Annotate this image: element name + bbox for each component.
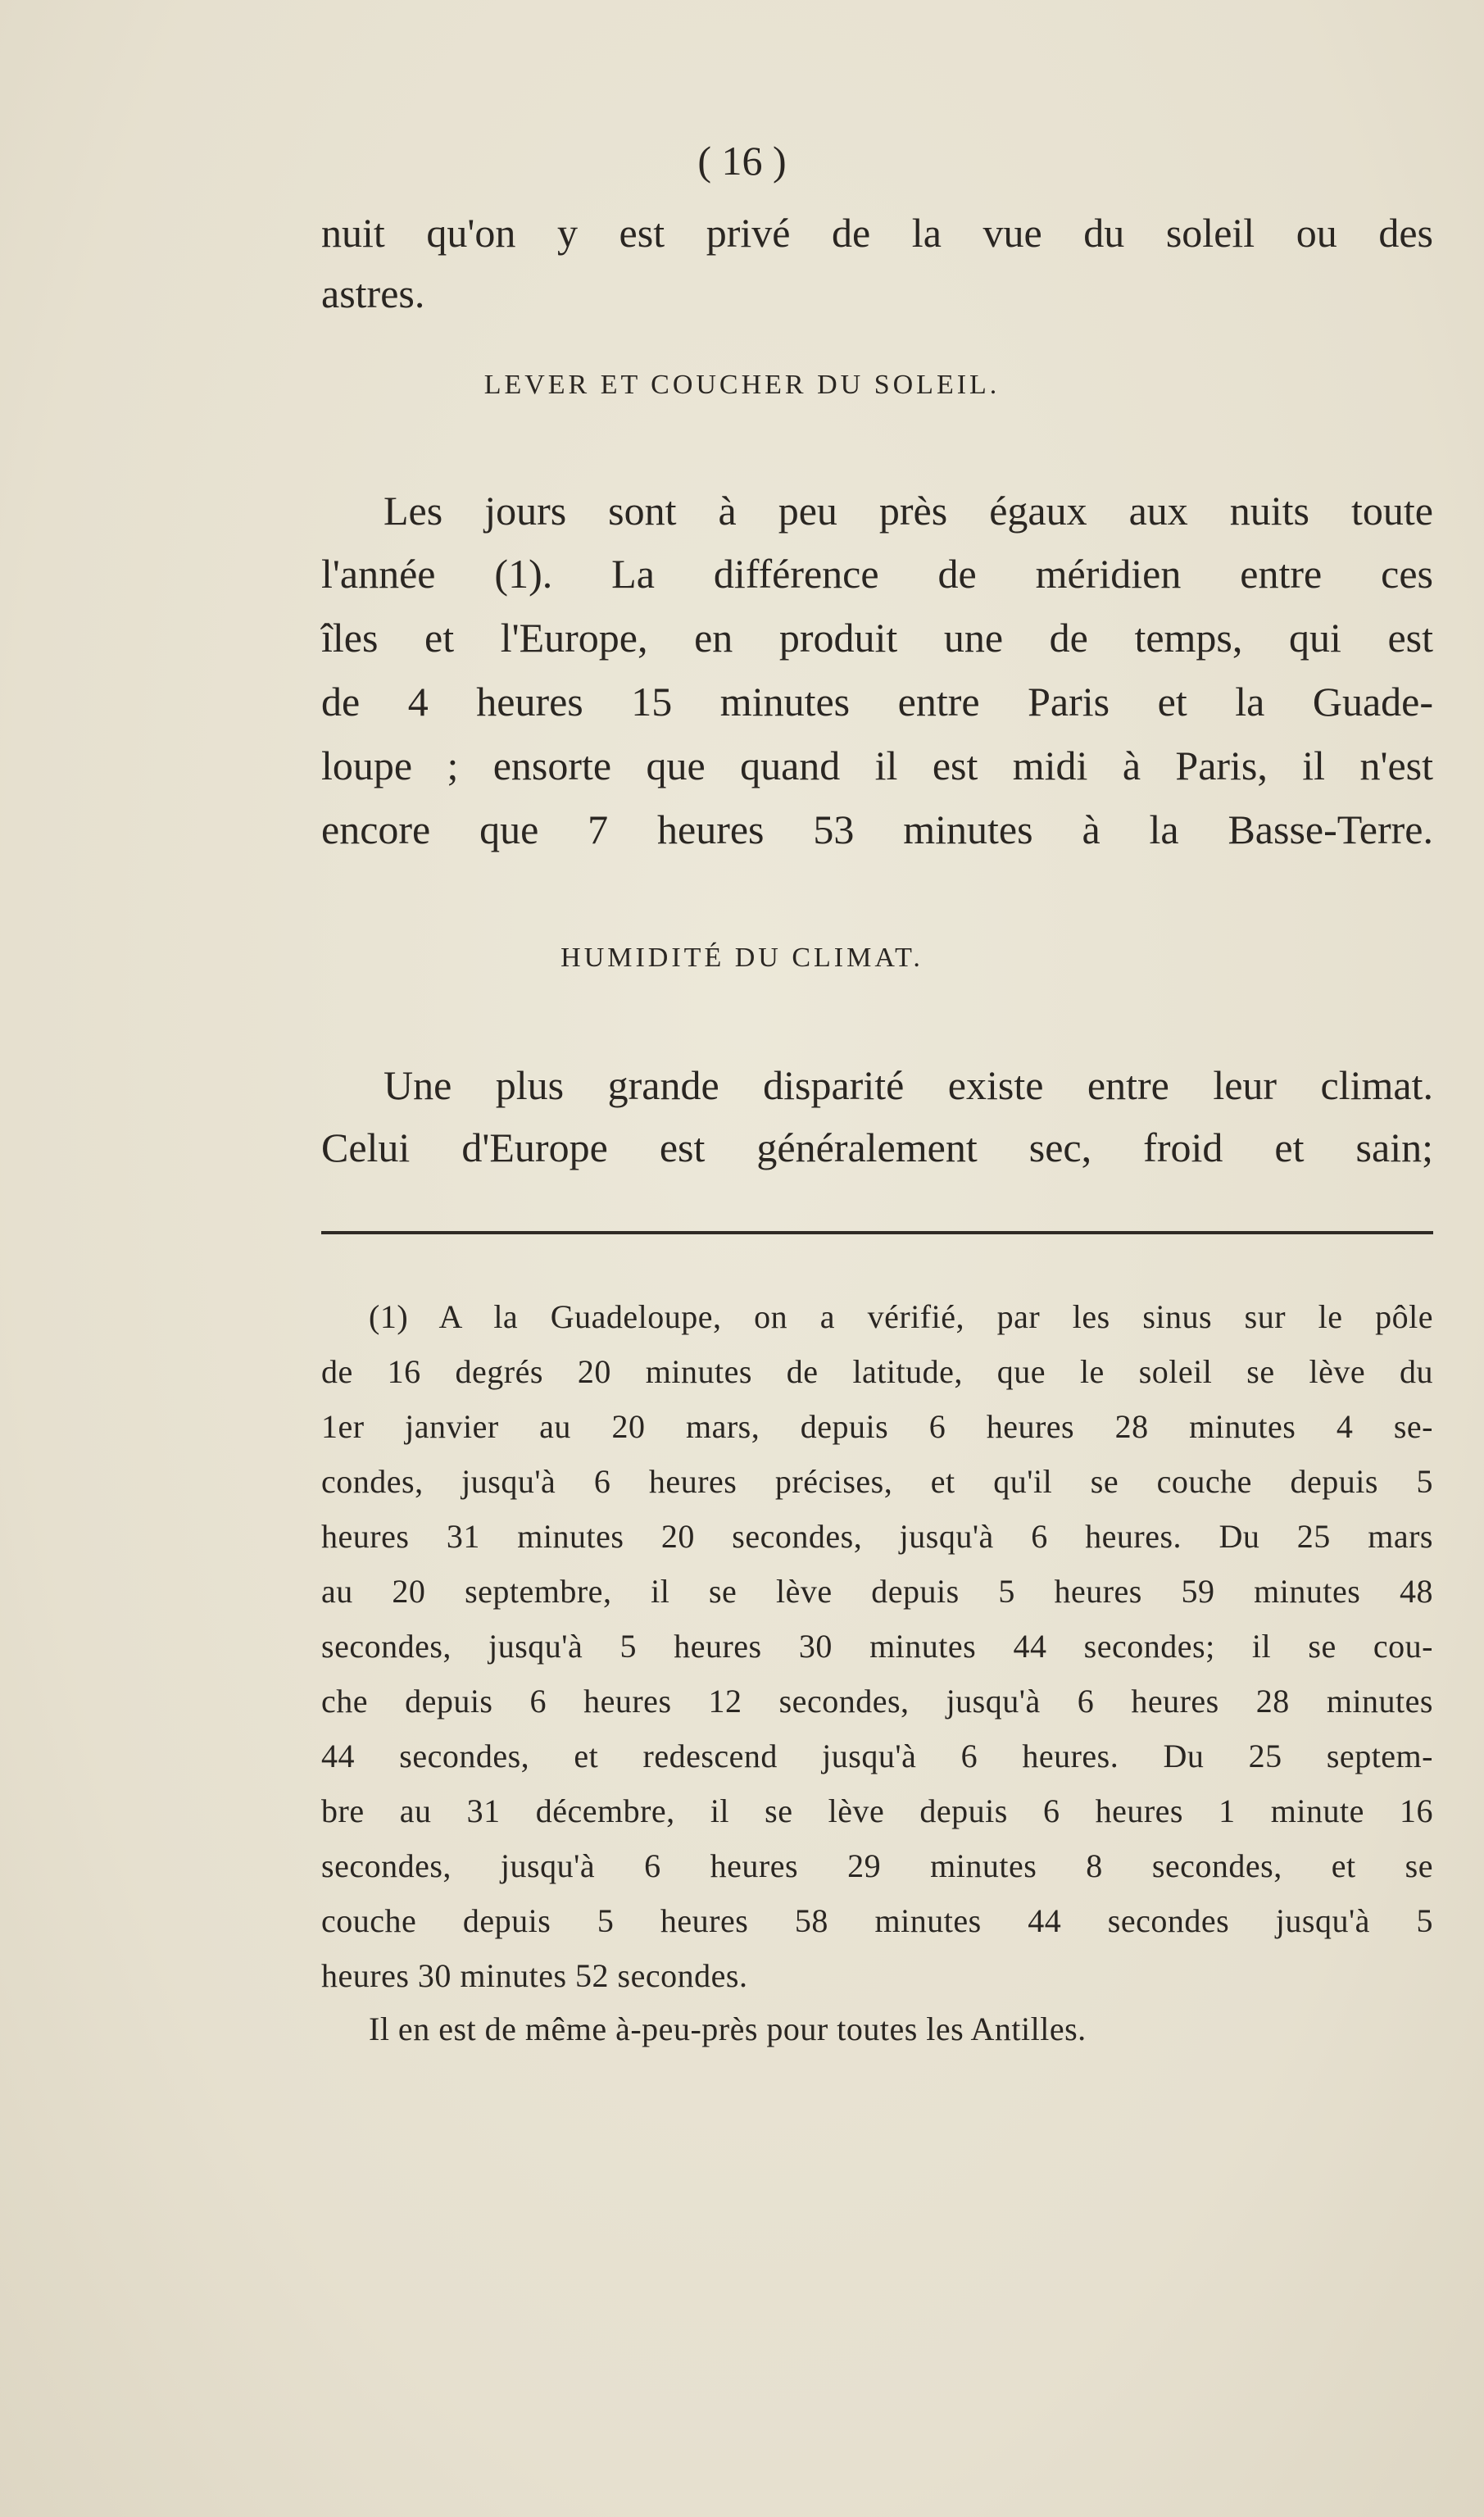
footnote-line: bre au 31 décembre, il se lève depuis 6 heures 1 minute 16 [321, 1792, 1433, 1829]
text-line: de 4 heures 15 minutes entre Paris et la Guade- [321, 679, 1433, 725]
section-heading: HUMIDITÉ DU CLIMAT. [560, 943, 924, 973]
text-line: îles et l'Europe, en produit une de temps, qui est [321, 615, 1433, 661]
text-line: l'année (1). La différence de méridien entre ces [321, 551, 1433, 597]
footnote-line: condes, jusqu'à 6 heures précises, et qu'il se couche depuis 5 [321, 1463, 1433, 1500]
footnote-line: 44 secondes, et redescend jusqu'à 6 heures. Du 25 septem- [321, 1738, 1433, 1774]
footnote-line: che depuis 6 heures 12 secondes, jusqu'à 6 heures 28 minutes [321, 1683, 1433, 1720]
page-number: ( 16 ) [697, 138, 787, 184]
text-line: encore que 7 heures 53 minutes à la Basse-Terre. [321, 806, 1433, 852]
footnote-line: secondes, jusqu'à 6 heures 29 minutes 8 secondes, et se [321, 1847, 1433, 1884]
footnote-line: (1) A la Guadeloupe, on a vérifié, par les sinus sur le pôle [369, 1298, 1433, 1335]
footnote-line: 1er janvier au 20 mars, depuis 6 heures 28 minutes 4 se- [321, 1408, 1433, 1445]
text-line: nuit qu'on y est privé de la vue du soleil ou des [321, 210, 1433, 256]
footnote-line: au 20 septembre, il se lève depuis 5 heures 59 minutes 48 [321, 1573, 1433, 1610]
footnote-line: secondes, jusqu'à 5 heures 30 minutes 44 secondes; il se cou- [321, 1628, 1433, 1665]
footnote-line: Il en est de même à-peu-près pour toutes les Antilles. [369, 2010, 1087, 2047]
footnote-line: de 16 degrés 20 minutes de latitude, que le soleil se lève du [321, 1353, 1433, 1390]
text-line: astres. [321, 270, 425, 316]
section-heading: LEVER ET COUCHER DU SOLEIL. [483, 370, 1001, 400]
text-line: Les jours sont à peu près égaux aux nuits toute [383, 488, 1433, 534]
footnote-divider [321, 1231, 1433, 1234]
footnote-line: heures 30 minutes 52 secondes. [321, 1957, 748, 1994]
text-line: Celui d'Europe est généralement sec, froid et sain; [321, 1124, 1433, 1170]
text-line: loupe ; ensorte que quand il est midi à Paris, il n'est [321, 743, 1433, 788]
footnote-line: heures 31 minutes 20 secondes, jusqu'à 6 heures. Du 25 mars [321, 1518, 1433, 1555]
text-line: Une plus grande disparité existe entre leur climat. [383, 1062, 1433, 1108]
footnote-line: couche depuis 5 heures 58 minutes 44 secondes jusqu'à 5 [321, 1902, 1433, 1939]
